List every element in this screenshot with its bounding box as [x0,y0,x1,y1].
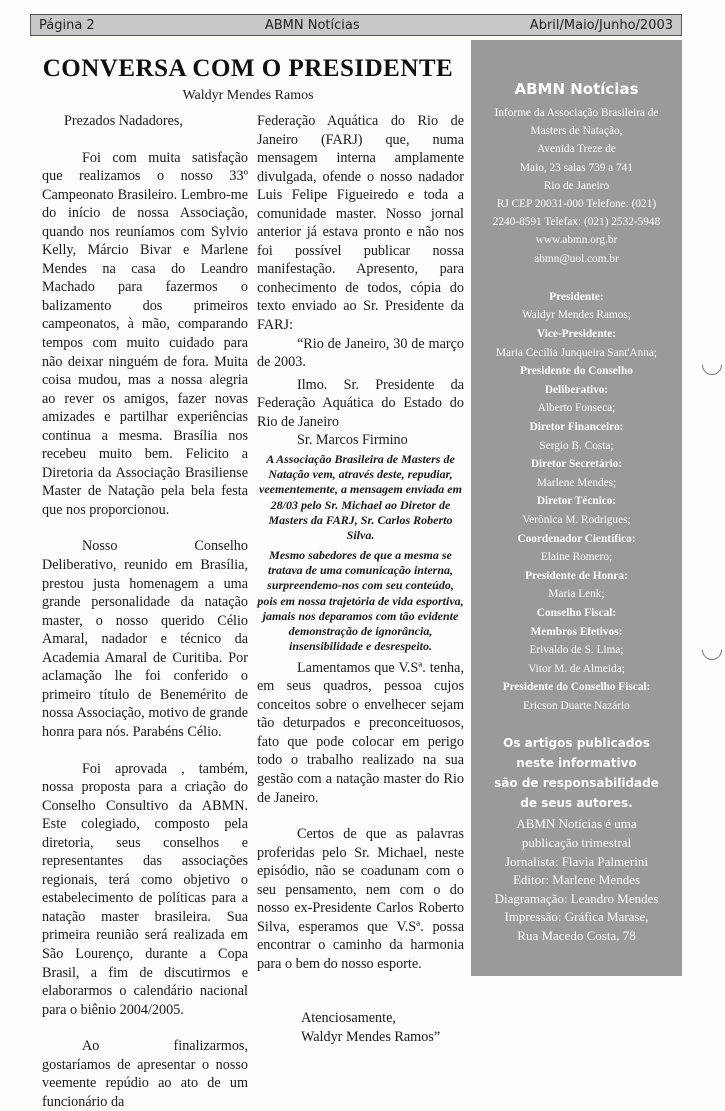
page-header [30,14,682,36]
article-author: Waldyr Mendes Ramos [182,88,314,103]
credit-line: Editor: Marlene Mendes [512,872,641,888]
role-holder: Sergio B. Costa; [539,439,614,452]
letter-date: “Rio de Janeiro, 30 de março de 2003. [257,335,464,371]
publication-name: ABMN Notícias [264,17,360,33]
role-holder: Verônica M. Rodrigues; [522,513,631,526]
role-holder: Ericson Duarte Nazário [523,699,630,712]
masthead-sidebar [471,40,682,976]
role-title: Conselho Fiscal: [536,606,617,619]
article-column-2 [257,112,464,1047]
note-line: são de responsabilidade [494,776,659,791]
role-holder: Marlene Mendes; [536,476,617,489]
letter-recipient: Sr. Marcos Firmino [297,432,408,449]
letter-signature: Waldyr Mendes Ramos” [301,1029,441,1045]
address-line: Avenida Treze de [537,143,616,156]
paragraph-3: Foi aprovada , também, nossa proposta para a criação do Conselho Consultivo da ABMN. Este colegiado, composto pela diretoria, seus conselhos e representantes das associações regionais, terá como objetivo o estabelecimento de políticas para a natação master brasileira. Sua primeira reunião será realizada em São Lourenço, durante a Copa Brasil, a fim de discutirmos e elaborarmos o calendário nacional para o biênio 2004/2005. [42,760,248,1018]
role-title: Presidente: [549,290,604,303]
role-holder: Elaine Romero; [540,551,613,564]
role-title: Vice-Presidente: [536,328,617,341]
article-title: CONVERSA COM O PRESIDENTE [42,55,454,82]
address-line: Maio, 23 salas 739 a 741 [520,161,633,174]
paragraph-2: Nosso Conselho Deliberativo, reunido em Brasília, prestou justa homenagem a uma grande personalidade da natação master, o nosso querido Célio Amaral, nadador e técnico da Academia Amaral de Curitiba. Por aclamação lhe foi conferido o primeiro título de Benemérito de nossa Associação, motivo de grande honra para nós. Parabéns Célio. [42,538,248,740]
credit-line: publicação trimestral [521,835,632,851]
role-holder: Erivaldo de S. Lima; [529,644,624,657]
role-title: Coordenador Científico: [517,532,636,545]
role-title: Presidente de Honra: [525,569,628,582]
role-holder: Maria Lenk; [548,588,605,601]
letter-closing: Atenciosamente, [301,1010,396,1027]
address-line: Informe da Associação Brasileira de [494,107,659,119]
sidebar-title: ABMN Notícias [514,80,639,98]
role-holder: Waldyr Mendes Ramos; [522,309,631,322]
page-number: Página 2 [39,17,95,33]
role-title: Presidente do Conselho Fiscal: [502,681,651,694]
letter-quote-1: A Associação Brasileira de Masters de Natação vem, através deste, repudiar, veementemente, a mensagem enviada em 28/03 pelo Sr. Michael ao Diretor de Masters da FARJ, Sr. Carlos Roberto Silva. [259,451,462,543]
paragraph-1: Foi com muita satisfação que realizamos o nosso 33º Campeonato Brasileiro. Lembro-me do início de nossa Associação, quando nos reuníamos com Sylvio Kelly, Márcio Bivar e Marlene Mendes na casa do Leandro Machado para fazermos o balizamento dos primeiros campeonatos, à mão, comparando tempos com muito cuidado para não deixar ninguém de fora. Muita coisa mudou, mas a nossa alegria ao rever os amigos, fazer novas amizades e partilhar experiências continua a mesma. Brasília nos recebeu muito bem. Felicito a Diretoria da Associação Brasiliense Master de Natação pela bela festa que nos proporcionou. [42,149,248,518]
board-list [471,288,682,716]
credit-line: Jornalista: Flavia Palmerini [505,853,648,869]
website-link[interactable]: www.abmn.org.br [535,234,618,247]
role-holder: Maria Cecília Junqueira Sant'Anna; [495,346,658,359]
binder-hole-mark [698,351,725,379]
address-line: RJ CEP 20031-000 Telefone: (021) [496,198,657,211]
role-holder: Vitor M. de Almeida; [528,662,625,675]
paragraph-5: Federação Aquática do Rio de Janeiro (FARJ) que, numa mensagem interna amplamente divulgada, ofende o nosso nadador Luis Felipe Figueiredo e toda a comunidade master. Nosso jornal anterior já estava pronto e não nos foi possível publicar nossa manifestação. Apresento, para conhecimento de todos, cópia do texto enviado ao Sr. Presidente da FARJ: [257,113,464,334]
role-title: Membros Efetivos: [530,625,623,638]
binder-hole-mark [698,636,725,664]
role-title: Presidente do Conselho Deliberativo: [520,365,633,396]
credit-line: Rua Macedo Costa, 78 [517,928,636,944]
letter-quote-2: Mesmo sabedores de que a mesma se tratava de uma comunicação interna, surpreendemo-nos com seu conteúdo, pois em nossa trajetória de vida esportiva, jamais nos deparamos com tão evidente demonstração de ignorância, insensibilidade e desrespeito. [257,547,464,654]
email-link[interactable]: abmn@uol.com.br [534,252,619,265]
issue-date: Abril/Maio/Junho/2003 [529,17,673,33]
role-holder: Alberto Fonseca; [537,402,616,415]
credit-line: Impressão: Gráfica Marase, [504,909,649,925]
paragraph-7: Certos de que as palavras proferidas pelo Sr. Michael, neste episódio, não se coadunam com o seu pensamento, nem com o do nosso ex-Presidente Carlos Roberto Silva, esperamos que V.Sª. possa encontrar o caminho da harmonia para o bem do nosso esporte. [257,826,464,972]
role-title: Diretor Financeiro: [529,420,624,433]
credit-line: ABMN Notícias é uma [516,816,637,832]
address-line: Masters de Natação, [530,125,623,138]
note-line: neste informativo [516,756,637,771]
sidebar-address [471,104,682,268]
article-column-1 [42,112,248,1111]
publication-credits [471,815,682,945]
letter-salutation: Ilmo. Sr. Presidente da Federação Aquática do Estado do Rio de Janeiro [257,376,464,430]
note-line: Os artigos publicados [503,736,650,751]
paragraph-6: Lamentamos que V.Sª. tenha, em seus quadros, pessoa cujos conceitos sobre o envelhecer sejam tão deturpados e preconceituosos, fato que pode colocar em perigo todo o trabalho realizado na sua gestão com a natação master do Rio de Janeiro. [257,659,464,806]
disclaimer-note [471,733,682,813]
role-title: Diretor Técnico: [536,495,617,508]
credit-line: Diagramação: Leandro Mendes [494,890,659,906]
paragraph-4: Ao finalizarmos, gostaríamos de apresentar o nosso veemente repúdio ao ato de um funcionário da [42,1038,248,1110]
role-title: Diretor Secretário: [530,458,623,471]
note-line: de seus autores. [520,796,633,811]
address-line: 2240-8591 Telefax: (021) 2532-5948 [492,216,661,229]
greeting: Prezados Nadadores, [64,113,183,129]
address-line: Rio de Janeiro [543,179,610,192]
